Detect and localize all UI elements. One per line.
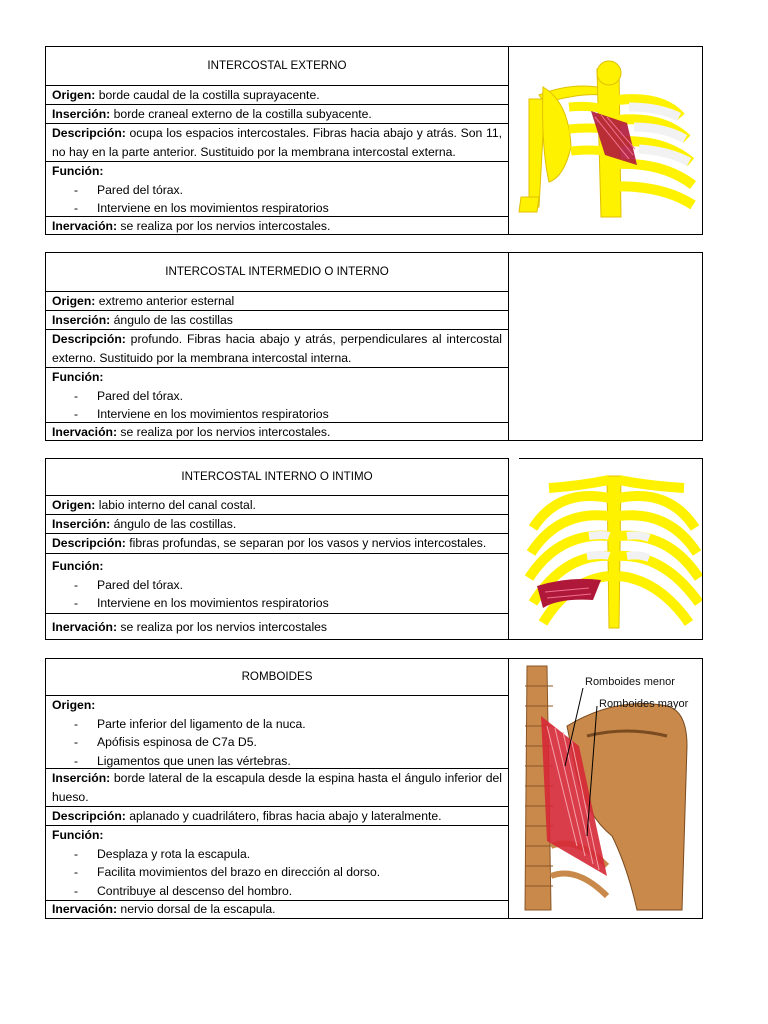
insercion-value: borde craneal externo de la costilla subyacente. bbox=[113, 107, 372, 121]
descripcion-row bbox=[46, 806, 508, 825]
insercion-row bbox=[46, 514, 508, 533]
inervacion-row bbox=[46, 422, 508, 441]
card-romboides bbox=[45, 658, 703, 919]
origen-label: Origen: bbox=[52, 294, 96, 308]
origen-row bbox=[46, 85, 508, 104]
funcion-list bbox=[52, 845, 502, 901]
funcion-list bbox=[52, 576, 502, 613]
list-item: - Ligamentos que unen las vértebras. bbox=[52, 752, 502, 771]
list-item: - Apófisis espinosa de C7a D5. bbox=[52, 733, 502, 752]
insercion-label: Inserción: bbox=[52, 517, 111, 531]
card-text bbox=[46, 47, 509, 235]
list-item: - Pared del tórax. bbox=[52, 387, 502, 406]
descripcion-value: profundo. Fibras hacia abajo y atrás, perpendiculares al intercostal externo. Sustituido por la membrana intercostal interna. bbox=[52, 332, 503, 365]
funcion-list bbox=[52, 181, 502, 218]
inervacion-value: se realiza por los nervios intercostales. bbox=[120, 219, 331, 233]
romboides-menor-label: Romboides menor bbox=[585, 676, 675, 688]
insercion-row bbox=[46, 310, 508, 329]
insercion-row bbox=[46, 768, 508, 806]
insercion-value: ángulo de las costillas. bbox=[113, 517, 237, 531]
origen-label: Origen: bbox=[52, 698, 96, 712]
intercostal-externo-illustration bbox=[509, 47, 702, 234]
inervacion-value: se realiza por los nervios intercostales. bbox=[120, 425, 331, 439]
funcion-label: Función: bbox=[52, 164, 104, 178]
descripcion-label: Descripción: bbox=[52, 126, 126, 140]
funcion-row bbox=[46, 161, 508, 216]
descripcion-row bbox=[46, 329, 508, 367]
origen-value: borde caudal de la costilla suprayacente. bbox=[98, 88, 320, 102]
inervacion-label: Inervación: bbox=[52, 902, 118, 916]
list-item: - Desplaza y rota la escapula. bbox=[52, 845, 502, 864]
origen-value: labio interno del canal costal. bbox=[98, 498, 256, 512]
descripcion-label: Descripción: bbox=[52, 536, 126, 550]
image-placeholder-empty bbox=[509, 253, 702, 440]
funcion-label: Función: bbox=[52, 370, 104, 384]
origen-list bbox=[52, 715, 502, 771]
descripcion-value: fibras profundas, se separan por los vasos y nervios intercostales. bbox=[129, 536, 487, 550]
insercion-label: Inserción: bbox=[52, 107, 111, 121]
descripcion-label: Descripción: bbox=[52, 809, 126, 823]
card-text bbox=[46, 458, 509, 640]
funcion-list bbox=[52, 387, 502, 424]
origen-label: Origen: bbox=[52, 498, 96, 512]
insercion-label: Inserción: bbox=[52, 313, 111, 327]
descripcion-row bbox=[46, 123, 508, 161]
funcion-label: Función: bbox=[52, 559, 104, 573]
back-anatomy-drawing bbox=[517, 666, 689, 910]
inervacion-label: Inervación: bbox=[52, 219, 118, 233]
origen-value: extremo anterior esternal bbox=[98, 294, 235, 308]
inervacion-value: se realiza por los nervios intercostales bbox=[120, 620, 328, 634]
card-title: INTERCOSTAL INTERNO O INTIMO bbox=[181, 470, 373, 483]
insercion-row bbox=[46, 104, 508, 123]
list-item: - Interviene en los movimientos respiratorios bbox=[52, 405, 502, 424]
inervacion-row bbox=[46, 613, 508, 640]
card-title: INTERCOSTAL INTERMEDIO O INTERNO bbox=[165, 265, 389, 278]
card-intercostal-intermedio bbox=[45, 252, 703, 441]
inervacion-row bbox=[46, 900, 508, 918]
origen-row bbox=[46, 291, 508, 310]
intercostal-interno-illustration bbox=[509, 458, 702, 639]
descripcion-row bbox=[46, 533, 508, 553]
insercion-label: Inserción: bbox=[52, 771, 111, 785]
card-title: ROMBOIDES bbox=[241, 670, 313, 683]
funcion-row bbox=[46, 825, 508, 900]
origen-label: Origen: bbox=[52, 88, 96, 102]
card-intercostal-externo bbox=[45, 46, 703, 235]
descripcion-label: Descripción: bbox=[52, 332, 126, 346]
inervacion-value: nervio dorsal de la escapula. bbox=[120, 902, 276, 916]
list-item: - Facilita movimientos del brazo en dirección al dorso. bbox=[52, 863, 502, 882]
list-item: - Contribuye al descenso del hombro. bbox=[52, 882, 502, 901]
descripcion-value: ocupa los espacios intercostales. Fibras hacia abajo y atrás. Son 11, no hay en la parte anterior. Sustituido por la membrana intercostal externa. bbox=[52, 126, 502, 159]
list-item: - Parte inferior del ligamento de la nuca. bbox=[52, 715, 502, 734]
card-text bbox=[46, 253, 509, 441]
card-text bbox=[46, 659, 509, 918]
funcion-label: Función: bbox=[52, 828, 104, 842]
insercion-value: borde lateral de la escapula desde la espina hasta el ángulo inferior del hueso. bbox=[52, 771, 502, 804]
origen-row bbox=[46, 695, 508, 768]
list-item: - Pared del tórax. bbox=[52, 181, 502, 200]
card-intercostal-interno bbox=[45, 458, 703, 640]
funcion-row bbox=[46, 553, 508, 613]
inervacion-row bbox=[46, 216, 508, 235]
insercion-value: ángulo de las costillas bbox=[113, 313, 233, 327]
list-item: - Interviene en los movimientos respiratorios bbox=[52, 199, 502, 218]
romboides-illustration bbox=[509, 659, 702, 918]
descripcion-value: aplanado y cuadrilátero, fibras hacia abajo y lateralmente. bbox=[129, 809, 442, 823]
ribcage-drawing bbox=[529, 476, 699, 628]
inervacion-label: Inervación: bbox=[52, 620, 118, 634]
origen-row bbox=[46, 495, 508, 514]
card-title: INTERCOSTAL EXTERNO bbox=[207, 59, 347, 72]
funcion-row bbox=[46, 367, 508, 422]
list-item: - Interviene en los movimientos respiratorios bbox=[52, 594, 502, 613]
ribcage-drawing bbox=[519, 61, 693, 217]
inervacion-label: Inervación: bbox=[52, 425, 118, 439]
list-item: - Pared del tórax. bbox=[52, 576, 502, 595]
romboides-mayor-label: Romboides mayor bbox=[599, 698, 689, 710]
